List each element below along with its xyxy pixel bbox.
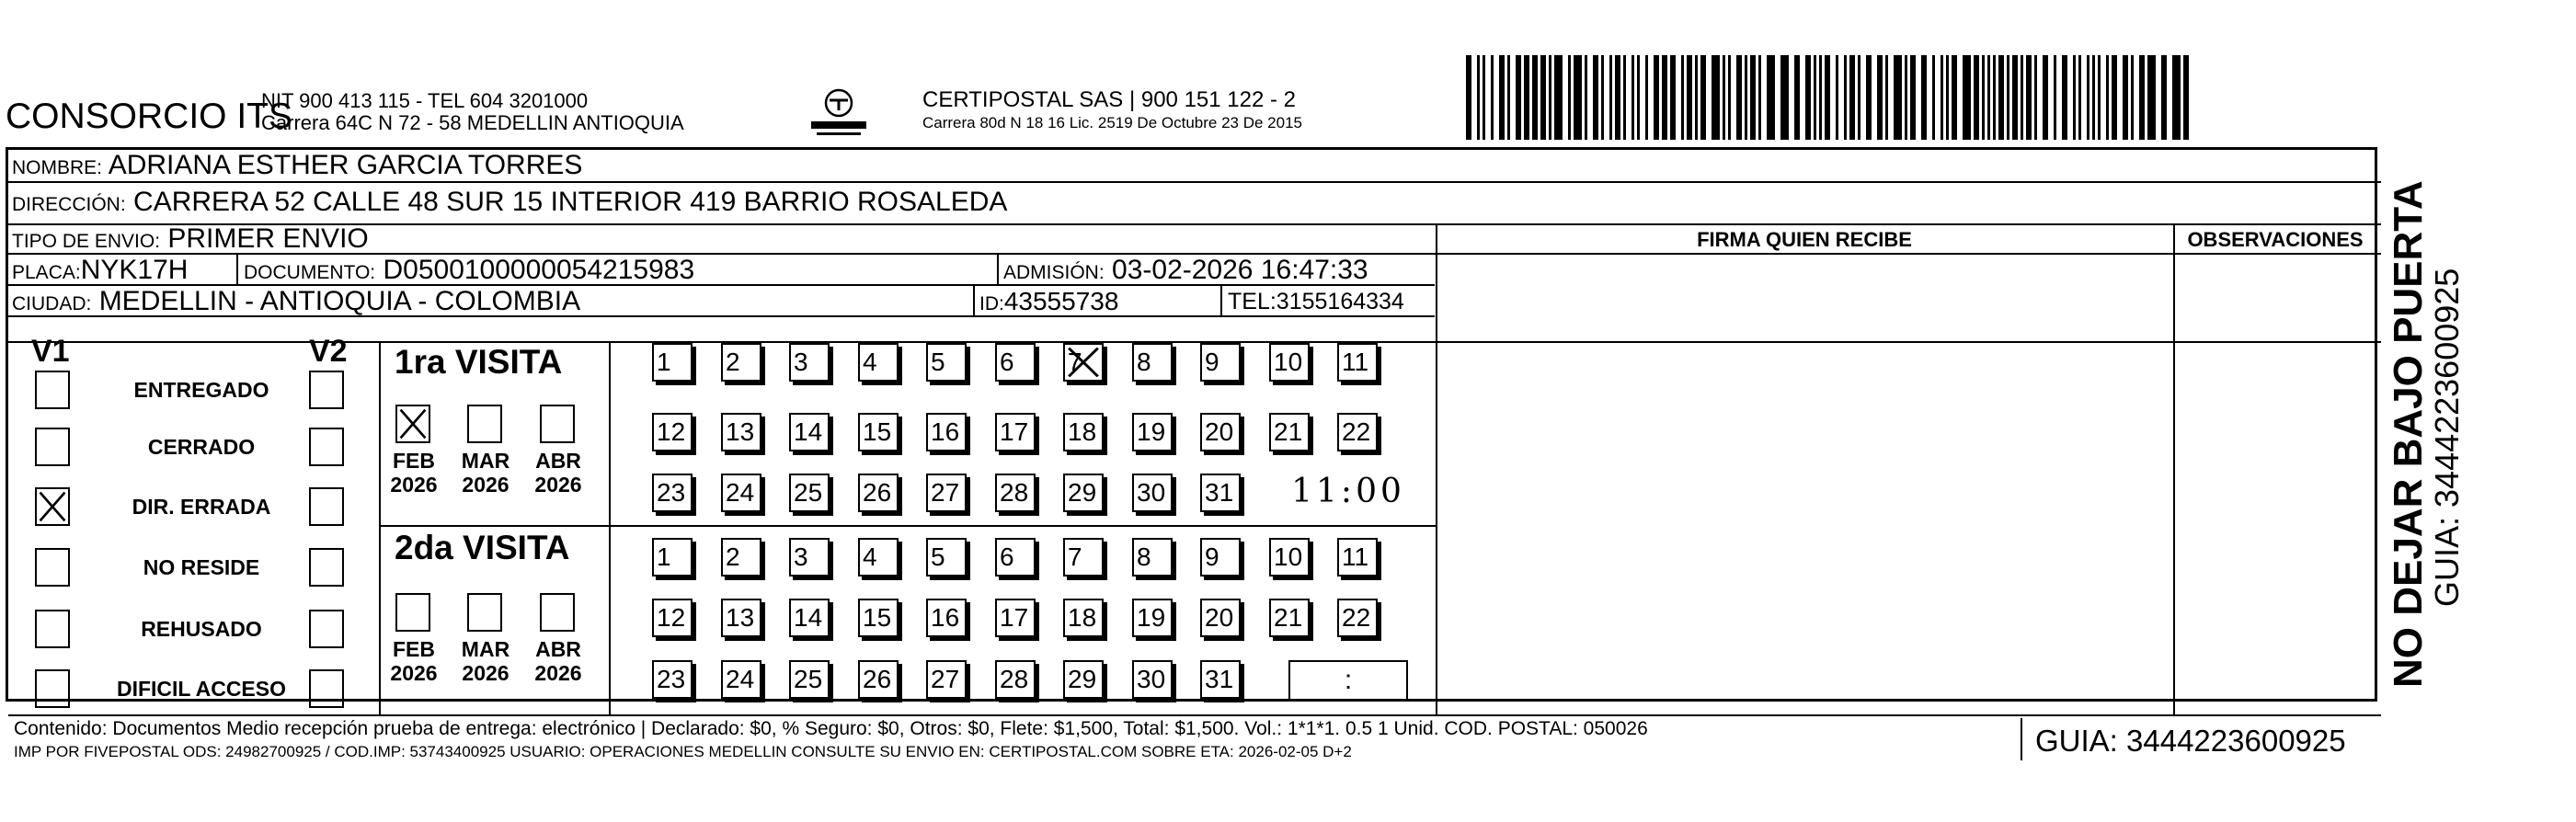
visit2-day-6[interactable]: 6 bbox=[995, 538, 1036, 577]
footer-content-line: Contenido: Documentos Medio recepción prueba de entrega: electrónico | Declarado: $0, % Seguro: $0, Otros: $0, Flete: $1,500, Total: $1,500. Vol.: 1*1*1. 0.5 1 Unid. COD. POSTAL: 050026 bbox=[14, 718, 1648, 739]
visit1-day-28[interactable]: 28 bbox=[995, 474, 1036, 512]
reason-label-4: REHUSADO bbox=[141, 617, 262, 641]
visit1-month-year-1: 2026 bbox=[462, 473, 509, 497]
placa-label: PLACA: bbox=[12, 262, 81, 283]
visit1-day-29[interactable]: 29 bbox=[1063, 474, 1104, 512]
ciudad-field bbox=[12, 288, 580, 318]
v2-checkbox-4[interactable] bbox=[309, 610, 344, 648]
visit2-month-year-2: 2026 bbox=[534, 661, 582, 685]
day-check-mark bbox=[1065, 345, 1102, 380]
visit2-day-16[interactable]: 16 bbox=[926, 599, 967, 637]
sender-address: Carrera 64C N 72 - 58 MEDELLIN ANTIOQUIA bbox=[261, 111, 684, 134]
visit1-month-box-0[interactable] bbox=[395, 405, 430, 443]
visit2-day-8[interactable]: 8 bbox=[1132, 538, 1173, 577]
visit1-day-24[interactable]: 24 bbox=[721, 474, 761, 512]
guia-box-text: GUIA: 3444223600925 bbox=[2035, 724, 2346, 758]
nombre-field bbox=[12, 152, 582, 182]
documento-field bbox=[244, 257, 694, 287]
carrier-name: CERTIPOSTAL SAS | 900 151 122 - 2 bbox=[922, 87, 1296, 112]
observaciones-header: OBSERVACIONES bbox=[2187, 228, 2364, 251]
visit1-day-8[interactable]: 8 bbox=[1132, 343, 1173, 382]
visit2-day-21[interactable]: 21 bbox=[1269, 599, 1310, 637]
visit2-day-3[interactable]: 3 bbox=[789, 538, 830, 577]
visit1-day-26[interactable]: 26 bbox=[858, 474, 899, 512]
reason-label-0: ENTREGADO bbox=[133, 378, 269, 402]
visit2-day-29[interactable]: 29 bbox=[1063, 660, 1104, 699]
documento-label: DOCUMENTO: bbox=[244, 262, 376, 283]
placa-value: NYK17H bbox=[80, 255, 189, 285]
visit1-day-30[interactable]: 30 bbox=[1132, 474, 1173, 512]
visit2-month-box-1[interactable] bbox=[467, 593, 502, 632]
v1-checkbox-2[interactable] bbox=[35, 487, 70, 526]
visit2-month-name-0: FEB bbox=[393, 637, 435, 661]
v2-header: V2 bbox=[309, 334, 348, 369]
visit1-month-box-1[interactable] bbox=[467, 405, 502, 443]
admision-label: ADMISIÓN: bbox=[1003, 262, 1105, 283]
visit1-day-13[interactable]: 13 bbox=[721, 413, 761, 451]
tipo-envio-field bbox=[12, 225, 369, 256]
visit1-day-23[interactable]: 23 bbox=[652, 474, 693, 512]
tel-value: 3155164334 bbox=[1276, 289, 1404, 314]
nombre-label: NOMBRE: bbox=[12, 157, 103, 178]
visit2-day-10[interactable]: 10 bbox=[1269, 538, 1310, 577]
visit2-day-5[interactable]: 5 bbox=[926, 538, 967, 577]
reason-label-1: CERRADO bbox=[147, 435, 256, 459]
tel-field bbox=[1228, 288, 1404, 315]
visit2-day-14[interactable]: 14 bbox=[789, 599, 830, 637]
direccion-field bbox=[12, 188, 1007, 219]
visit1-day-10[interactable]: 10 bbox=[1269, 343, 1310, 382]
visit1-day-15[interactable]: 15 bbox=[858, 413, 899, 451]
visit1-day-31[interactable]: 31 bbox=[1200, 474, 1241, 512]
v2-checkbox-3[interactable] bbox=[309, 548, 344, 587]
visit2-day-25[interactable]: 25 bbox=[789, 660, 830, 699]
visit1-day-9[interactable]: 9 bbox=[1200, 343, 1241, 382]
visit2-day-23[interactable]: 23 bbox=[652, 660, 693, 699]
observations-area[interactable] bbox=[2177, 258, 2374, 711]
visit1-time-box[interactable]: 11:00 bbox=[1291, 473, 1405, 510]
side-warning: NO DEJAR BAJO PUERTA bbox=[2386, 180, 2431, 688]
v1-checkbox-4[interactable] bbox=[35, 610, 70, 648]
placa-field bbox=[12, 257, 188, 287]
certipostal-logo bbox=[807, 86, 870, 138]
visit2-day-26[interactable]: 26 bbox=[858, 660, 899, 699]
visit2-day-2[interactable]: 2 bbox=[721, 538, 761, 577]
v1-checkbox-1[interactable] bbox=[35, 428, 70, 466]
visit2-month-year-1: 2026 bbox=[462, 661, 509, 685]
visit1-day-14[interactable]: 14 bbox=[789, 413, 830, 451]
visit1-day-16[interactable]: 16 bbox=[926, 413, 967, 451]
nombre-value: ADRIANA ESTHER GARCIA TORRES bbox=[108, 150, 583, 180]
tel-label: TEL: bbox=[1228, 289, 1277, 314]
visit1-day-6[interactable]: 6 bbox=[995, 343, 1036, 382]
visit2-day-31[interactable]: 31 bbox=[1200, 660, 1241, 699]
visit1-title: 1ra VISITA bbox=[395, 343, 563, 381]
v2-checkbox-5[interactable] bbox=[309, 669, 344, 708]
visit1-month-year-0: 2026 bbox=[390, 473, 438, 497]
visit2-month-name-1: MAR bbox=[461, 637, 510, 661]
visit1-day-7[interactable]: 7 bbox=[1063, 343, 1104, 382]
v1-header: V1 bbox=[31, 334, 70, 369]
v1-checkbox-3[interactable] bbox=[35, 548, 70, 587]
v1-checkbox-5[interactable] bbox=[35, 669, 70, 708]
visit2-day-22[interactable]: 22 bbox=[1337, 599, 1378, 637]
barcode bbox=[1466, 55, 2197, 140]
visit2-day-28[interactable]: 28 bbox=[995, 660, 1036, 699]
visit2-day-20[interactable]: 20 bbox=[1200, 599, 1241, 637]
visit2-month-box-2[interactable] bbox=[540, 593, 575, 632]
visit2-month-box-0[interactable] bbox=[395, 593, 430, 632]
visit2-day-17[interactable]: 17 bbox=[995, 599, 1036, 637]
signature-area[interactable] bbox=[1439, 258, 2170, 711]
visit1-day-5[interactable]: 5 bbox=[926, 343, 967, 382]
visit1-day-4[interactable]: 4 bbox=[858, 343, 899, 382]
visit2-time-box[interactable]: : bbox=[1288, 660, 1408, 701]
carrier-address: Carrera 80d N 18 16 Lic. 2519 De Octubre 23 De 2015 bbox=[922, 114, 1302, 131]
visit1-day-12[interactable]: 12 bbox=[652, 413, 693, 451]
direccion-value: CARRERA 52 CALLE 48 SUR 15 INTERIOR 419 BARRIO ROSALEDA bbox=[133, 187, 1008, 217]
sender-company-name: CONSORCIO ITS bbox=[6, 97, 293, 136]
visit1-month-name-1: MAR bbox=[461, 449, 510, 473]
admision-value: 03-02-2026 16:47:33 bbox=[1112, 255, 1368, 285]
visit1-day-19[interactable]: 19 bbox=[1132, 413, 1173, 451]
visit2-title: 2da VISITA bbox=[395, 529, 570, 566]
reason-label-3: NO RESIDE bbox=[143, 555, 260, 579]
visit1-day-27[interactable]: 27 bbox=[926, 474, 967, 512]
reason-label-5: DIFICIL ACCESO bbox=[116, 677, 286, 701]
visit1-day-25[interactable]: 25 bbox=[789, 474, 830, 512]
visit2-day-15[interactable]: 15 bbox=[858, 599, 899, 637]
visit2-month-year-0: 2026 bbox=[390, 661, 438, 685]
v2-checkbox-2[interactable] bbox=[309, 487, 344, 526]
visit2-day-13[interactable]: 13 bbox=[721, 599, 761, 637]
footer-print-line: IMP POR FIVEPOSTAL ODS: 24982700925 / COD.IMP: 53743400925 USUARIO: OPERACIONES MEDELLIN CONSULTE SU ENVIO EN: CERTIPOSTAL.COM SOBRE ETA: 2026-02-05 D+2 bbox=[14, 743, 1352, 760]
visit2-day-11[interactable]: 11 bbox=[1337, 538, 1378, 577]
visit1-day-3[interactable]: 3 bbox=[789, 343, 830, 382]
v2-checkbox-1[interactable] bbox=[309, 428, 344, 466]
visit1-day-11[interactable]: 11 bbox=[1337, 343, 1378, 382]
ciudad-label: CIUDAD: bbox=[12, 293, 92, 314]
documento-value: D0500100000054215983 bbox=[383, 255, 695, 285]
visit1-day-2[interactable]: 2 bbox=[721, 343, 761, 382]
visit1-month-name-0: FEB bbox=[393, 449, 435, 473]
visit1-day-1[interactable]: 1 bbox=[652, 343, 693, 382]
delivery-form bbox=[6, 147, 2377, 760]
tipo-value: PRIMER ENVIO bbox=[167, 223, 369, 254]
visit1-month-year-2: 2026 bbox=[534, 473, 582, 497]
id-label: ID: bbox=[979, 293, 1004, 314]
sender-nit-phone: NIT 900 413 115 - TEL 604 3201000 bbox=[261, 89, 589, 112]
visit1-day-20[interactable]: 20 bbox=[1200, 413, 1241, 451]
v2-checkbox-0[interactable] bbox=[309, 371, 344, 409]
visit1-month-box-2[interactable] bbox=[540, 405, 575, 443]
visit2-day-7[interactable]: 7 bbox=[1063, 538, 1104, 577]
visit1-month-name-2: ABR bbox=[535, 449, 581, 473]
direccion-label: DIRECCIÓN: bbox=[12, 194, 126, 215]
visit1-day-21[interactable]: 21 bbox=[1269, 413, 1310, 451]
visit2-day-30[interactable]: 30 bbox=[1132, 660, 1173, 699]
visit2-day-12[interactable]: 12 bbox=[652, 599, 693, 637]
v1-checkbox-0[interactable] bbox=[35, 371, 70, 409]
side-guia: GUIA: 3444223600925 bbox=[2428, 268, 2466, 607]
admision-field bbox=[1003, 257, 1368, 287]
reason-label-2: DIR. ERRADA bbox=[132, 495, 271, 519]
visit2-day-4[interactable]: 4 bbox=[858, 538, 899, 577]
id-field bbox=[979, 288, 1118, 318]
id-value: 43555738 bbox=[1003, 287, 1119, 315]
visit2-day-19[interactable]: 19 bbox=[1132, 599, 1173, 637]
visit2-day-27[interactable]: 27 bbox=[926, 660, 967, 699]
visit2-month-name-2: ABR bbox=[535, 637, 581, 661]
visit2-day-18[interactable]: 18 bbox=[1063, 599, 1104, 637]
visit1-day-17[interactable]: 17 bbox=[995, 413, 1036, 451]
visit1-day-22[interactable]: 22 bbox=[1337, 413, 1378, 451]
visit2-day-24[interactable]: 24 bbox=[721, 660, 761, 699]
visit1-day-18[interactable]: 18 bbox=[1063, 413, 1104, 451]
visit2-day-9[interactable]: 9 bbox=[1200, 538, 1241, 577]
firma-header: FIRMA QUIEN RECIBE bbox=[1697, 228, 1912, 251]
visit2-day-1[interactable]: 1 bbox=[652, 538, 693, 577]
tipo-label: TIPO DE ENVIO: bbox=[12, 231, 161, 252]
ciudad-value: MEDELLIN - ANTIOQUIA - COLOMBIA bbox=[98, 286, 581, 316]
